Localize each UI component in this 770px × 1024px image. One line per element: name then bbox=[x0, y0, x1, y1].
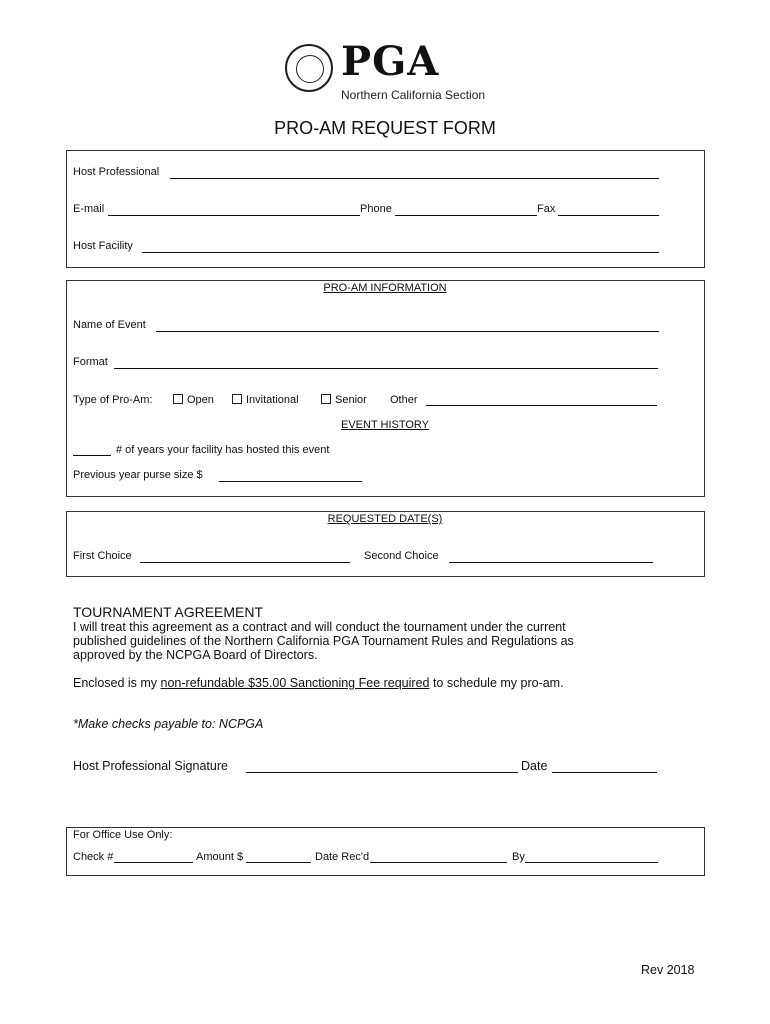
signature-label: Host Professional Signature bbox=[73, 759, 228, 773]
by-field[interactable] bbox=[525, 862, 658, 863]
amount-label: Amount $ bbox=[196, 851, 244, 863]
phone-label: Phone bbox=[360, 203, 392, 215]
proam-type-label: Type of Pro-Am: bbox=[73, 394, 153, 406]
date-received-field[interactable] bbox=[370, 862, 507, 863]
revision-label: Rev 2018 bbox=[641, 963, 695, 977]
check-number-field[interactable] bbox=[114, 862, 193, 863]
host-professional-label: Host Professional bbox=[73, 166, 160, 178]
purse-field[interactable] bbox=[219, 481, 362, 482]
agreement-text: I will treat this agreement as a contract and will conduct the tournament under the current published guidelines of the Northern California PGA Tournament Rules and Regulations as approved by the NCPGA Board of Directors. bbox=[73, 620, 574, 662]
proam-info-heading: PRO-AM INFORMATION bbox=[323, 282, 447, 294]
first-choice-label: First Choice bbox=[73, 550, 132, 562]
checkbox-icon[interactable] bbox=[173, 394, 183, 404]
fee-requirement: non-refundable $35.00 Sanctioning Fee required bbox=[160, 676, 430, 690]
fax-field[interactable] bbox=[558, 215, 659, 216]
checks-note: *Make checks payable to: NCPGA bbox=[73, 717, 264, 731]
purse-label: Previous year purse size $ bbox=[73, 469, 203, 481]
phone-field[interactable] bbox=[395, 215, 537, 216]
requested-dates-heading: REQUESTED DATE(S) bbox=[327, 513, 443, 525]
event-history-heading: EVENT HISTORY bbox=[340, 419, 430, 431]
amount-field[interactable] bbox=[246, 862, 311, 863]
section-name: Northern California Section bbox=[341, 88, 486, 102]
email-label: E-mail bbox=[73, 203, 105, 215]
type-senior-option[interactable]: Senior bbox=[321, 394, 367, 406]
second-choice-label: Second Choice bbox=[364, 550, 439, 562]
years-hosted-label: # of years your facility has hosted this event bbox=[116, 444, 330, 456]
type-other-field[interactable] bbox=[426, 405, 657, 406]
signature-field[interactable] bbox=[246, 772, 518, 773]
check-number-label: Check # bbox=[73, 851, 114, 863]
host-professional-field[interactable] bbox=[170, 178, 659, 179]
by-label: By bbox=[512, 851, 525, 863]
event-name-label: Name of Event bbox=[73, 319, 146, 331]
format-field[interactable] bbox=[114, 368, 658, 369]
format-label: Format bbox=[73, 356, 108, 368]
office-use-heading: For Office Use Only: bbox=[73, 829, 173, 841]
signature-date-label: Date bbox=[521, 759, 548, 773]
event-name-field[interactable] bbox=[156, 331, 659, 332]
second-choice-field[interactable] bbox=[449, 562, 653, 563]
pga-logo bbox=[285, 38, 495, 104]
type-open-option[interactable]: Open bbox=[173, 394, 214, 406]
fee-statement: Enclosed is my non-refundable $35.00 Sanctioning Fee required to schedule my pro-am. bbox=[73, 676, 564, 690]
years-hosted-field[interactable] bbox=[73, 455, 111, 456]
type-invitational-option[interactable]: Invitational bbox=[232, 394, 299, 406]
signature-date-field[interactable] bbox=[552, 772, 657, 773]
checkbox-icon[interactable] bbox=[232, 394, 242, 404]
proam-info-box bbox=[66, 280, 705, 497]
host-facility-label: Host Facility bbox=[73, 240, 133, 252]
logo-text: PGA bbox=[341, 38, 440, 85]
type-other-label: Other bbox=[390, 394, 418, 406]
page-title: PRO-AM REQUEST FORM bbox=[274, 118, 496, 138]
host-facility-field[interactable] bbox=[142, 252, 659, 253]
pga-seal-icon bbox=[285, 44, 333, 92]
agreement-heading: TOURNAMENT AGREEMENT bbox=[73, 604, 264, 620]
fax-label: Fax bbox=[537, 203, 556, 215]
checkbox-icon[interactable] bbox=[321, 394, 331, 404]
first-choice-field[interactable] bbox=[140, 562, 350, 563]
email-field[interactable] bbox=[108, 215, 360, 216]
date-received-label: Date Rec'd bbox=[315, 851, 370, 863]
